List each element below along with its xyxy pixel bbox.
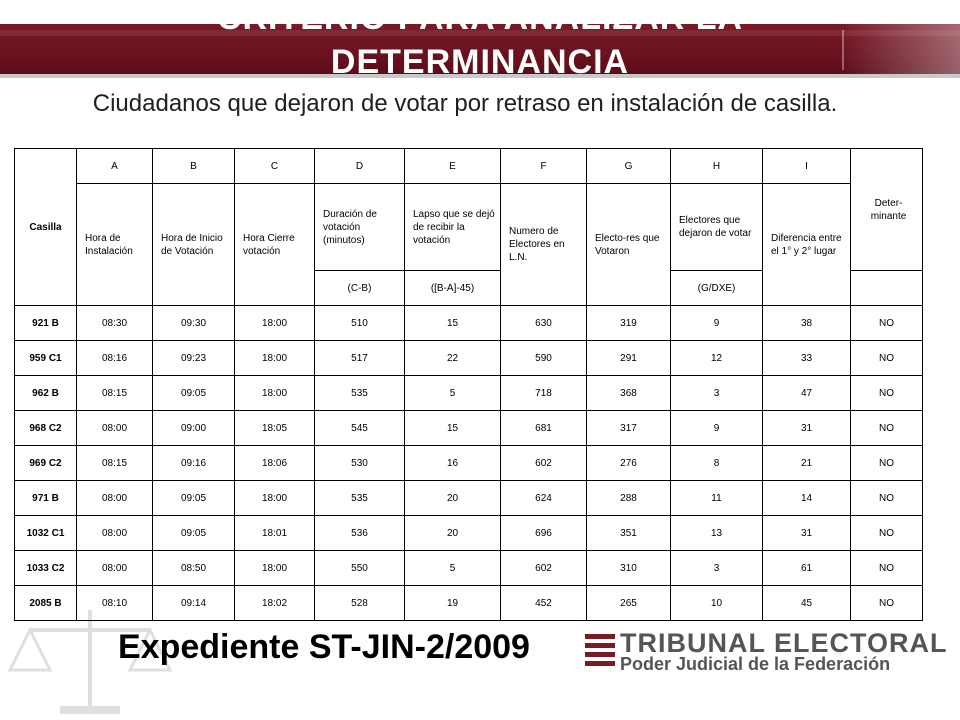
table-cell: 265 bbox=[587, 586, 671, 621]
table-cell: 20 bbox=[405, 481, 501, 516]
table-cell: 45 bbox=[763, 586, 851, 621]
table-cell: 351 bbox=[587, 516, 671, 551]
col-letter-f: F bbox=[501, 149, 587, 184]
casilla-id-cell: 2085 B bbox=[15, 586, 77, 621]
col-letter-i: I bbox=[763, 149, 851, 184]
table-cell: 517 bbox=[315, 341, 405, 376]
table-cell: 602 bbox=[501, 446, 587, 481]
header-hora-inicio: Hora de Inicio de Votación bbox=[153, 184, 235, 306]
table-cell: 681 bbox=[501, 411, 587, 446]
table-cell: 550 bbox=[315, 551, 405, 586]
table-cell: 08:00 bbox=[77, 481, 153, 516]
table-cell: 545 bbox=[315, 411, 405, 446]
table-row bbox=[15, 516, 923, 551]
table-cell: 276 bbox=[587, 446, 671, 481]
casilla-id-cell: 1032 C1 bbox=[15, 516, 77, 551]
table-cell: 9 bbox=[671, 306, 763, 341]
table-cell: 368 bbox=[587, 376, 671, 411]
col-letter-b: B bbox=[153, 149, 235, 184]
table-cell: 510 bbox=[315, 306, 405, 341]
table-cell: 5 bbox=[405, 376, 501, 411]
table-cell: 18:00 bbox=[235, 306, 315, 341]
table-cell: 18:06 bbox=[235, 446, 315, 481]
table-cell: 08:00 bbox=[77, 516, 153, 551]
formula-dejaron: (G/DXE) bbox=[671, 271, 763, 306]
table-cell: 08:00 bbox=[77, 411, 153, 446]
table-cell: 61 bbox=[763, 551, 851, 586]
table-cell: 08:10 bbox=[77, 586, 153, 621]
table-cell: 09:23 bbox=[153, 341, 235, 376]
table-cell: 18:05 bbox=[235, 411, 315, 446]
table-cell: 630 bbox=[501, 306, 587, 341]
table-cell: 38 bbox=[763, 306, 851, 341]
table-cell: 14 bbox=[763, 481, 851, 516]
table-cell: 8 bbox=[671, 446, 763, 481]
casilla-id-cell: 962 B bbox=[15, 376, 77, 411]
slide-title: CRITERIO PARA ANALIZAR LA DETERMINANCIA bbox=[216, 0, 744, 81]
table-cell: 18:01 bbox=[235, 516, 315, 551]
table-cell: 319 bbox=[587, 306, 671, 341]
table-cell: 530 bbox=[315, 446, 405, 481]
casilla-id-cell: 959 C1 bbox=[15, 341, 77, 376]
table-cell: NO bbox=[851, 586, 923, 621]
table-cell: 31 bbox=[763, 516, 851, 551]
title-banner bbox=[0, 0, 960, 82]
header-votaron: Electo-res que Votaron bbox=[587, 184, 671, 306]
table-cell: 602 bbox=[501, 551, 587, 586]
col-letter-a: A bbox=[77, 149, 153, 184]
table-cell: 10 bbox=[671, 586, 763, 621]
table-row bbox=[15, 551, 923, 586]
table-cell: 12 bbox=[671, 341, 763, 376]
casilla-header: Casilla bbox=[15, 149, 77, 306]
table-cell: 528 bbox=[315, 586, 405, 621]
table-cell: 590 bbox=[501, 341, 587, 376]
table-body bbox=[15, 306, 923, 621]
table-cell: 09:00 bbox=[153, 411, 235, 446]
formula-duracion: (C-B) bbox=[315, 271, 405, 306]
header-duracion: Duración de votación (minutos) bbox=[315, 184, 405, 271]
table-cell: 696 bbox=[501, 516, 587, 551]
table-cell: 08:15 bbox=[77, 376, 153, 411]
determinancia-table bbox=[14, 148, 923, 621]
table-cell: NO bbox=[851, 341, 923, 376]
table-cell: 33 bbox=[763, 341, 851, 376]
table-cell: 47 bbox=[763, 376, 851, 411]
table-row bbox=[15, 376, 923, 411]
table-cell: NO bbox=[851, 481, 923, 516]
expediente-label: Expediente ST-JIN-2/2009 bbox=[118, 628, 530, 666]
table-cell: 452 bbox=[501, 586, 587, 621]
col-letter-e: E bbox=[405, 149, 501, 184]
table-cell: 288 bbox=[587, 481, 671, 516]
table-cell: 718 bbox=[501, 376, 587, 411]
table-cell: 3 bbox=[671, 376, 763, 411]
table-cell: 317 bbox=[587, 411, 671, 446]
tribunal-logo-line2: Poder Judicial de la Federación bbox=[620, 654, 891, 674]
col-letter-h: H bbox=[671, 149, 763, 184]
table-cell: 08:15 bbox=[77, 446, 153, 481]
casilla-id-cell: 1033 C2 bbox=[15, 551, 77, 586]
table-cell: NO bbox=[851, 306, 923, 341]
table-cell: 18:00 bbox=[235, 481, 315, 516]
header-lapso: Lapso que se dejó de recibir la votación bbox=[405, 184, 501, 271]
table-cell: 535 bbox=[315, 376, 405, 411]
casilla-id-cell: 971 B bbox=[15, 481, 77, 516]
table-cell: 9 bbox=[671, 411, 763, 446]
table-row bbox=[15, 341, 923, 376]
col-letter-g: G bbox=[587, 149, 671, 184]
table-row bbox=[15, 306, 923, 341]
table-cell: 09:05 bbox=[153, 481, 235, 516]
table-cell: 20 bbox=[405, 516, 501, 551]
table-cell: 15 bbox=[405, 306, 501, 341]
table-cell: 18:00 bbox=[235, 376, 315, 411]
col-letter-d: D bbox=[315, 149, 405, 184]
table-cell: 291 bbox=[587, 341, 671, 376]
table-row bbox=[15, 411, 923, 446]
table-cell: 18:00 bbox=[235, 341, 315, 376]
header-diferencia: Diferencia entre el 1° y 2° lugar bbox=[763, 184, 851, 306]
header-dejaron-votar: Electores que dejaron de votar bbox=[671, 184, 763, 271]
table-cell: 3 bbox=[671, 551, 763, 586]
table-cell: NO bbox=[851, 516, 923, 551]
header-electores-ln: Numero de Electores en L.N. bbox=[501, 184, 587, 306]
table-cell: 08:50 bbox=[153, 551, 235, 586]
table-cell: 08:00 bbox=[77, 551, 153, 586]
col-letter-c: C bbox=[235, 149, 315, 184]
table-cell: 16 bbox=[405, 446, 501, 481]
table-cell: NO bbox=[851, 551, 923, 586]
formula-empty bbox=[851, 271, 923, 306]
header-row-labels bbox=[15, 184, 923, 271]
table-cell: 535 bbox=[315, 481, 405, 516]
table-cell: 09:05 bbox=[153, 376, 235, 411]
formula-lapso: ([B-A]-45) bbox=[405, 271, 501, 306]
casilla-id-cell: 968 C2 bbox=[15, 411, 77, 446]
table-cell: 624 bbox=[501, 481, 587, 516]
table-cell: 5 bbox=[405, 551, 501, 586]
table-cell: 08:30 bbox=[77, 306, 153, 341]
casilla-id-cell: 969 C2 bbox=[15, 446, 77, 481]
table-cell: 19 bbox=[405, 586, 501, 621]
table-cell: NO bbox=[851, 411, 923, 446]
slide-subtitle: Ciudadanos que dejaron de votar por retraso en instalación de casilla. bbox=[92, 90, 838, 117]
table-cell: 11 bbox=[671, 481, 763, 516]
table-cell: NO bbox=[851, 446, 923, 481]
table-cell: 18:00 bbox=[235, 551, 315, 586]
table-cell: 18:02 bbox=[235, 586, 315, 621]
casilla-id-cell: 921 B bbox=[15, 306, 77, 341]
table-cell: 09:30 bbox=[153, 306, 235, 341]
table-cell: 536 bbox=[315, 516, 405, 551]
table-cell: NO bbox=[851, 376, 923, 411]
table-cell: 08:16 bbox=[77, 341, 153, 376]
table-row bbox=[15, 481, 923, 516]
header-row-letters bbox=[15, 149, 923, 184]
table-cell: 09:16 bbox=[153, 446, 235, 481]
table-cell: 22 bbox=[405, 341, 501, 376]
table-cell: 310 bbox=[587, 551, 671, 586]
table-cell: 09:05 bbox=[153, 516, 235, 551]
table-cell: 31 bbox=[763, 411, 851, 446]
table-row bbox=[15, 446, 923, 481]
tribunal-logo-icon bbox=[585, 634, 615, 674]
table-cell: 13 bbox=[671, 516, 763, 551]
table-cell: 15 bbox=[405, 411, 501, 446]
table-cell: 21 bbox=[763, 446, 851, 481]
tribunal-logo-line1: TRIBUNAL ELECTORAL bbox=[620, 628, 948, 658]
header-determinante: Deter-minante bbox=[851, 149, 923, 271]
header-hora-cierre: Hora Cierre votación bbox=[235, 184, 315, 306]
header-hora-instalacion: Hora de Instalación bbox=[77, 184, 153, 306]
table-cell: 09:14 bbox=[153, 586, 235, 621]
